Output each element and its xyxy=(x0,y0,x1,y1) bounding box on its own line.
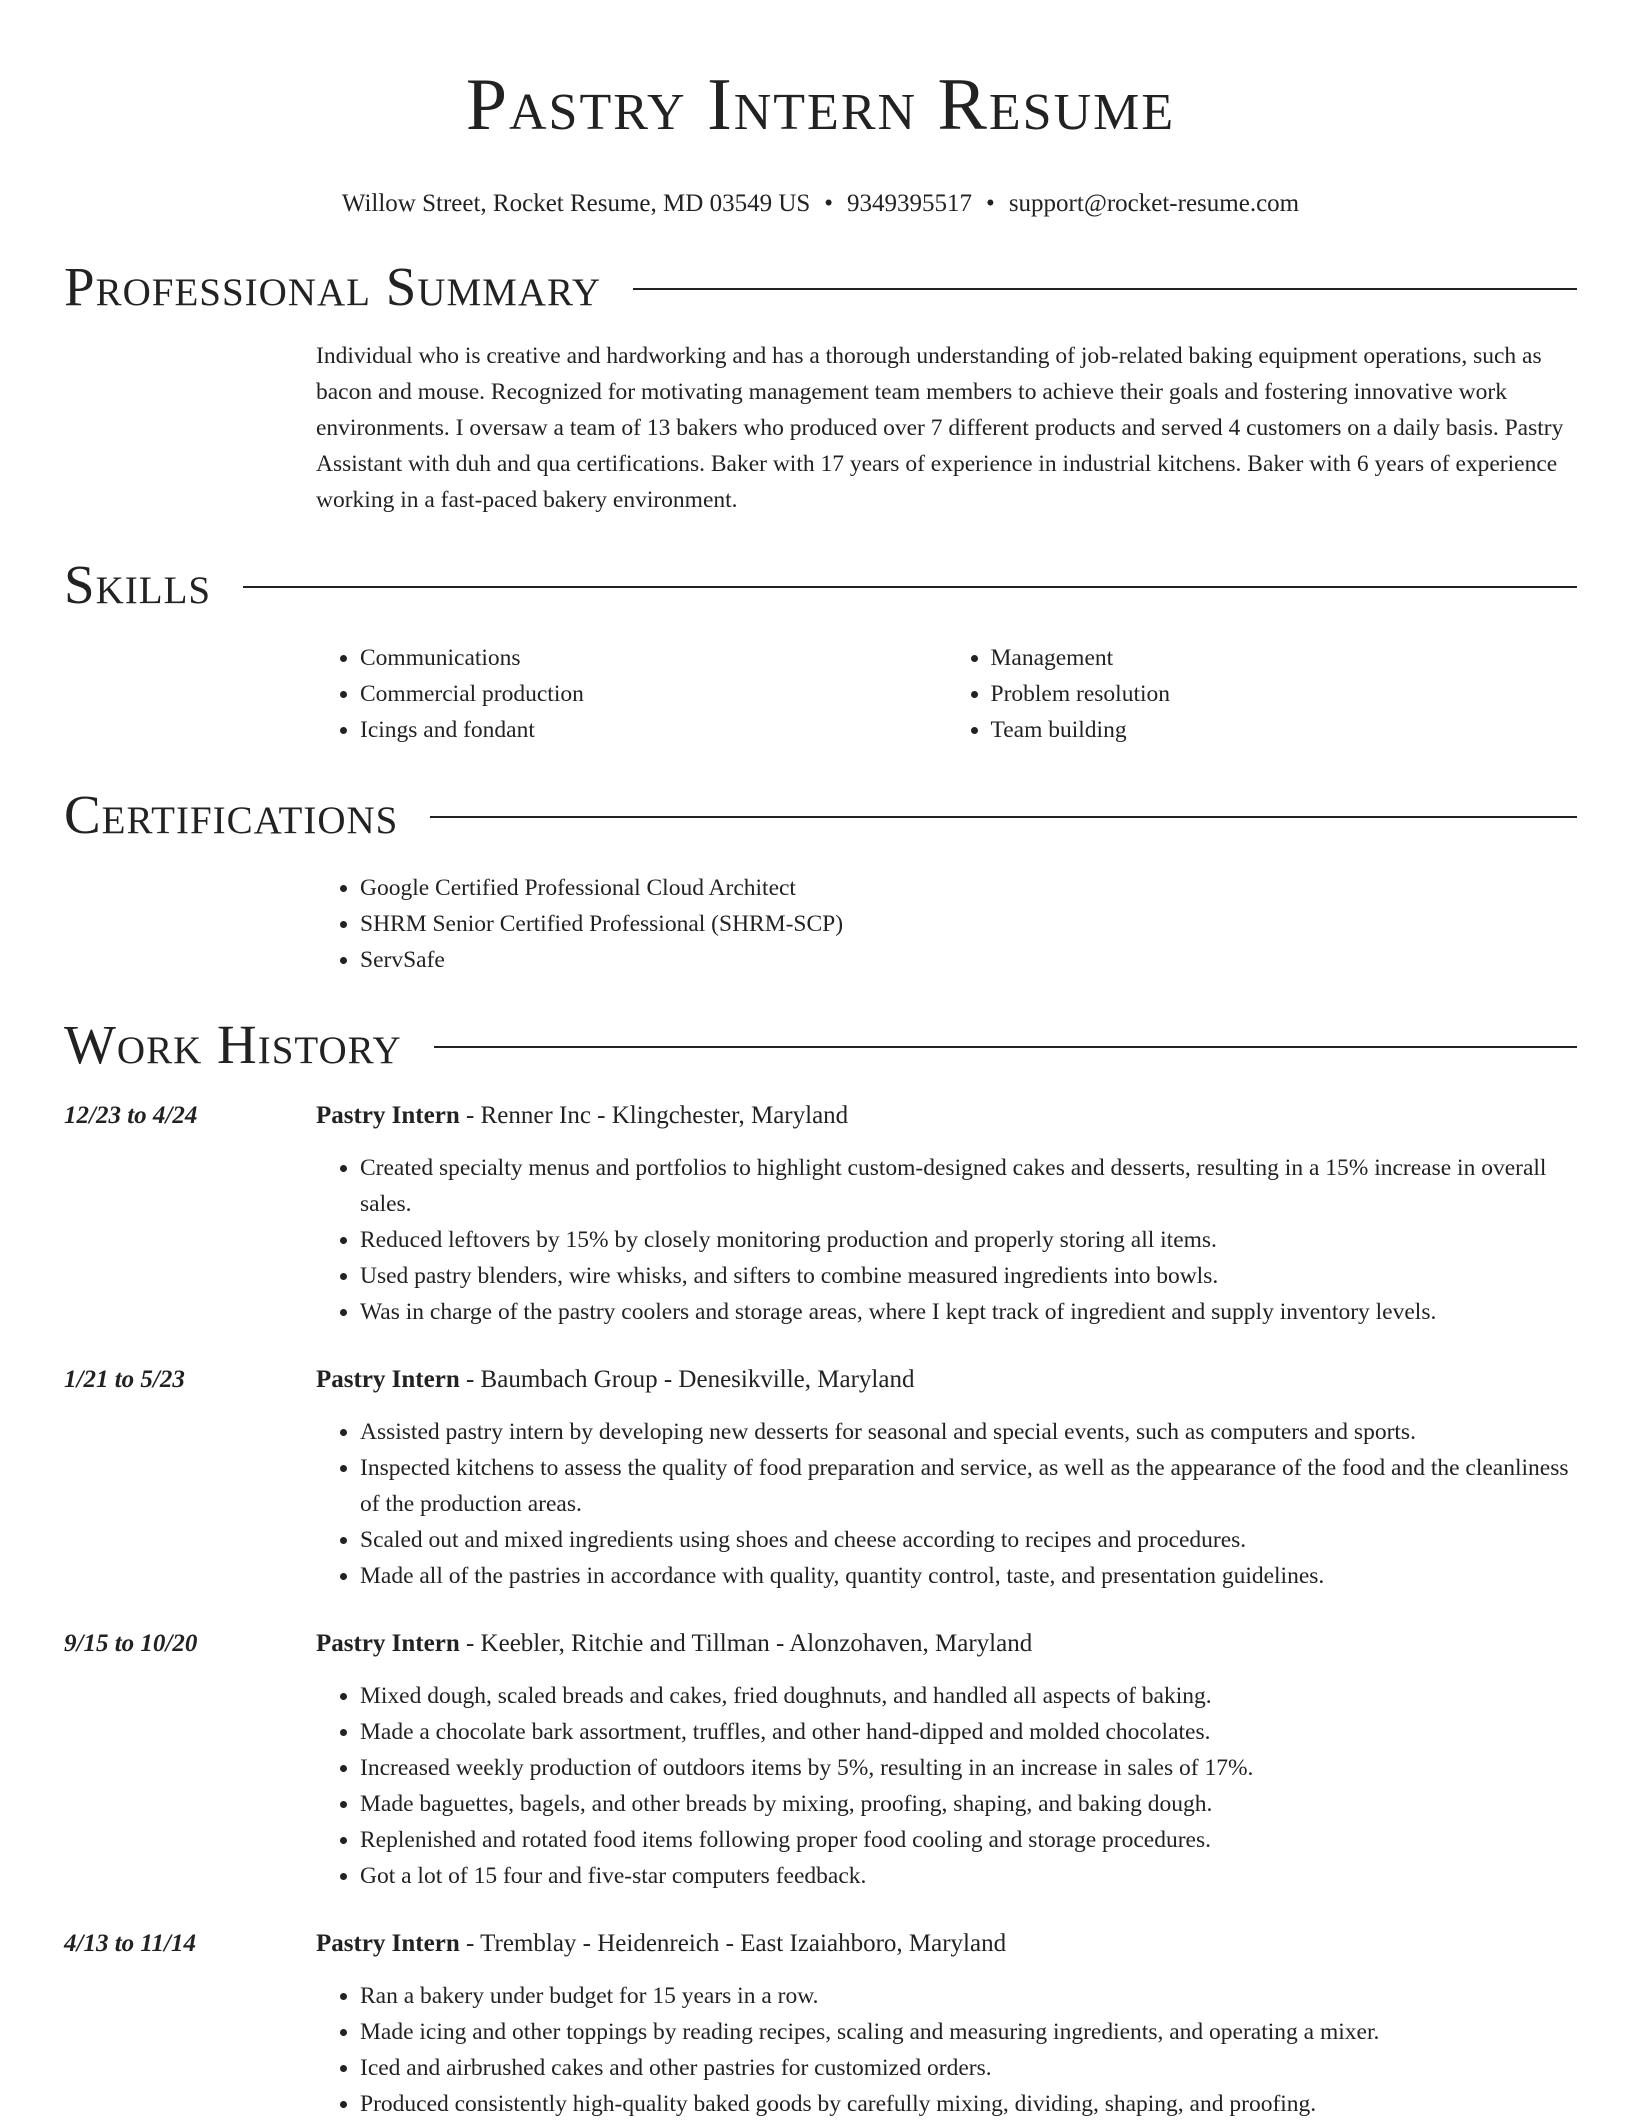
job-bullet: • Created specialty menus and portfolios to highlight custom-designed cakes and desserts, resulting in a 15% increase in overall sales. xyxy=(360,1150,1577,1222)
job-entry xyxy=(64,1626,1577,1894)
job-header xyxy=(316,1362,1577,1398)
skill-item: • Communications xyxy=(360,640,947,676)
contact-line xyxy=(64,188,1577,220)
job-entry xyxy=(64,1362,1577,1594)
job-bullet: • Reduced leftovers by 15% by closely monitoring production and properly storing all items. xyxy=(360,1222,1577,1258)
job-header xyxy=(316,1926,1577,1962)
job-bullet: • Made baguettes, bagels, and other breads by mixing, proofing, shaping, and baking dough. xyxy=(360,1786,1577,1822)
certification-item: • SHRM Senior Certified Professional (SHRM-SCP) xyxy=(360,906,1577,942)
job-dates: 4/13 to 11/14 xyxy=(64,1930,196,1957)
job-bullet: • Assisted pastry intern by developing new desserts for seasonal and special events, such as computers and sports. xyxy=(360,1414,1577,1450)
job-bullet: • Produced consistently high-quality baked goods by carefully mixing, dividing, shaping, and proofing. xyxy=(360,2086,1577,2122)
skills-section-header xyxy=(64,552,1577,618)
contact-separator: • xyxy=(824,190,834,217)
job-bullet: • Inspected kitchens to assess the quality of food preparation and service, as well as the appearance of the food and the cleanliness of the production areas. xyxy=(360,1450,1577,1522)
certification-item: • ServSafe xyxy=(360,942,1577,978)
job-entry xyxy=(64,1926,1577,2122)
skill-item: • Icings and fondant xyxy=(360,712,947,748)
skills-list-left xyxy=(316,640,947,748)
section-divider xyxy=(243,586,1577,588)
summary-section-header xyxy=(64,254,1577,320)
job-bullet: • Mixed dough, scaled breads and cakes, fried doughnuts, and handled all aspects of baking. xyxy=(360,1678,1577,1714)
certification-item: • Google Certified Professional Cloud Architect xyxy=(360,870,1577,906)
contact-email: support@rocket-resume.com xyxy=(1008,190,1300,217)
contact-phone: 9349395517 xyxy=(847,190,973,217)
summary-heading: Professional Summary xyxy=(64,256,602,317)
skill-item: • Management xyxy=(991,640,1578,676)
job-dates: 9/15 to 10/20 xyxy=(64,1630,198,1657)
job-header xyxy=(316,1098,1577,1134)
job-bullet: • Scaled out and mixed ingredients using shoes and cheese according to recipes and procedures. xyxy=(360,1522,1577,1558)
job-bullet: • Made all of the pastries in accordance with quality, quantity control, taste, and presentation guidelines. xyxy=(360,1558,1577,1594)
job-bullet: • Was in charge of the pastry coolers and storage areas, where I kept track of ingredient and supply inventory levels. xyxy=(360,1294,1577,1330)
job-bullet: • Replenished and rotated food items following proper food cooling and storage procedures. xyxy=(360,1822,1577,1858)
section-divider xyxy=(430,816,1577,818)
job-dates: 12/23 to 4/24 xyxy=(64,1102,198,1129)
job-title: Pastry Intern xyxy=(316,1102,460,1129)
job-header xyxy=(316,1626,1577,1662)
job-employer: - Keebler, Ritchie and Tillman - Alonzohaven, Maryland xyxy=(459,1630,1033,1657)
job-bullet-list xyxy=(316,1414,1577,1594)
skills-heading: Skills xyxy=(64,554,212,615)
skill-item: • Team building xyxy=(991,712,1578,748)
resume-title: Pastry Intern Resume xyxy=(465,64,1176,146)
job-bullet: • Ran a bakery under budget for 15 years in a row. xyxy=(360,1978,1577,2014)
certifications-heading: Certifications xyxy=(64,784,399,845)
job-bullet: • Made a chocolate bark assortment, truffles, and other hand-dipped and molded chocolates. xyxy=(360,1714,1577,1750)
job-entry xyxy=(64,1098,1577,1330)
job-employer: - Tremblay - Heidenreich - East Izaiahboro, Maryland xyxy=(459,1930,1007,1957)
certifications-list xyxy=(316,870,1577,978)
summary-text: Individual who is creative and hardworking and has a thorough understanding of job-related baking equipment operations, such as bacon and mouse. Recognized for motivating management team members to achieve their goals and fostering innovative work environments. I oversaw a team of 13 bakers who produced over 7 different products and served 4 customers on a daily basis. Pastry Assistant with duh and qua certifications. Baker with 17 years of experience in industrial kitchens. Baker with 6 years of experience working in a fast-paced bakery environment. xyxy=(316,343,1564,513)
job-title: Pastry Intern xyxy=(316,1930,460,1957)
skills-grid xyxy=(316,640,1577,748)
work-history-heading: Work History xyxy=(64,1014,402,1075)
job-bullet: • Used pastry blenders, wire whisks, and sifters to combine measured ingredients into bowls. xyxy=(360,1258,1577,1294)
skill-item: • Commercial production xyxy=(360,676,947,712)
contact-address: Willow Street, Rocket Resume, MD 03549 US xyxy=(341,190,811,217)
skills-list-right xyxy=(947,640,1578,748)
work-history-section-header xyxy=(64,1012,1577,1078)
contact-separator: • xyxy=(986,190,995,217)
job-bullet: • Iced and airbrushed cakes and other pastries for customized orders. xyxy=(360,2050,1577,2086)
job-title: Pastry Intern xyxy=(316,1630,460,1657)
job-employer: - Baumbach Group - Denesikville, Maryland xyxy=(459,1366,915,1393)
skill-item: • Problem resolution xyxy=(991,676,1578,712)
job-bullet-list xyxy=(316,1978,1577,2122)
section-divider xyxy=(434,1046,1577,1048)
job-bullet-list xyxy=(316,1150,1577,1330)
job-bullet-list xyxy=(316,1678,1577,1894)
job-bullet: • Increased weekly production of outdoors items by 5%, resulting in an increase in sales of 17%. xyxy=(360,1750,1577,1786)
section-divider xyxy=(633,288,1577,290)
certifications-section-header xyxy=(64,782,1577,848)
job-dates: 1/21 to 5/23 xyxy=(64,1366,185,1393)
job-bullet: • Got a lot of 15 four and five-star computers feedback. xyxy=(360,1858,1577,1894)
job-title: Pastry Intern xyxy=(316,1366,460,1393)
job-bullet: • Made icing and other toppings by reading recipes, scaling and measuring ingredients, and operating a mixer. xyxy=(360,2014,1577,2050)
job-employer: - Renner Inc - Klingchester, Maryland xyxy=(459,1102,849,1129)
